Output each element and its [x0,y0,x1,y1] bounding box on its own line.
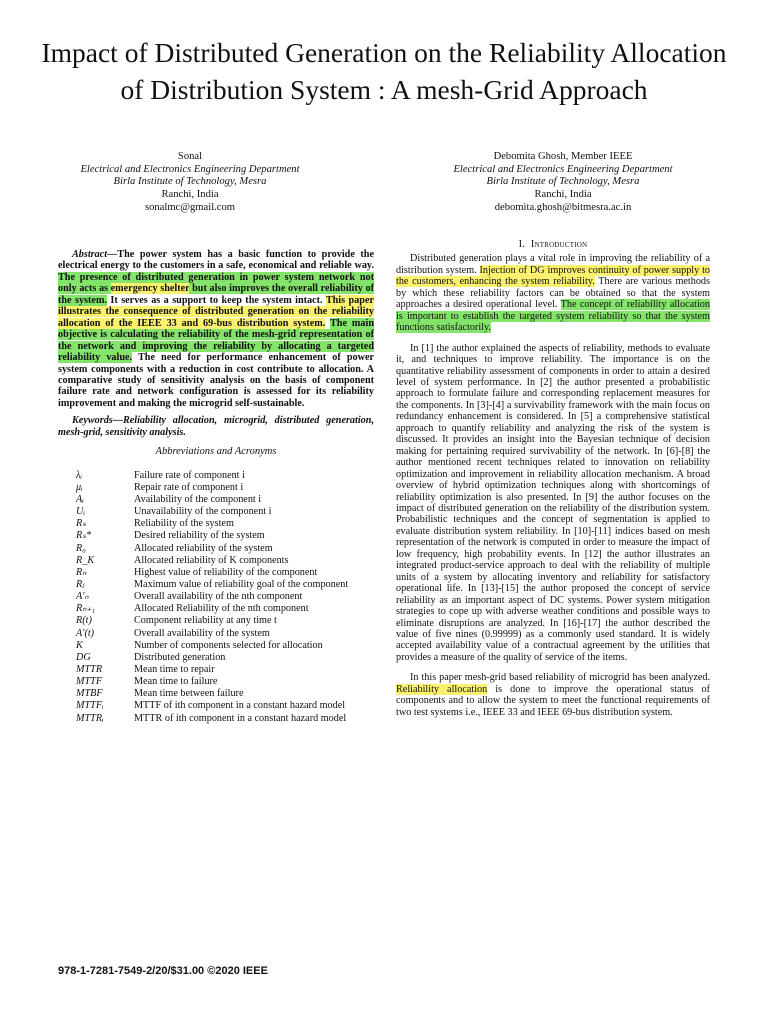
abbreviation-row [58,640,374,651]
abbreviation-symbol: μᵢ [76,481,83,493]
abbreviation-symbol: Rⱼ [76,578,85,590]
abbreviation-definition: Maximum value of reliability goal of the component [134,578,349,590]
abbreviation-row [58,470,374,481]
abbreviation-symbol: K [76,639,83,651]
abbreviation-row [58,494,374,505]
abbreviation-symbol: R₀ [76,542,86,554]
highlight-green: The presence of distributed generation in power system network not only acts as [58,271,374,295]
abbreviation-symbol: Uᵢ [76,506,85,518]
paper-title: Impact of Distributed Generation on the Reliability Allocation of Distribution System : A mesh-Grid Approach [41,37,727,105]
keywords [58,415,374,438]
abbreviation-symbol: R(t) [76,615,92,627]
abbreviation-definition: Availability of the component i [134,493,262,505]
abbreviation-definition: Overall availability of the system [134,627,270,639]
highlight-green: The main objective is calculating the reliability of the mesh-grid representation of the network and improving the reliability by allocating a targeted reliability value. [58,317,375,364]
keywords-text: Reliability allocation, microgrid, distributed generation, mesh-grid, sensitivity analysis. [58,415,374,438]
highlight-green: but also improves the overall reliability of the system. [58,283,374,306]
abbreviation-row [58,579,374,590]
author-inst: Birla Institute of Technology, Mesra [486,176,640,188]
paragraph-text: In this paper mesh-grid based reliability of microgrid has been analyzed. [410,672,710,684]
abbreviation-definition: Desired reliability of the system [134,530,265,542]
abbreviation-definition: MTTF of ith component in a constant hazard model [134,700,346,712]
abbreviation-row [58,603,374,614]
paragraph-text: There are various methods by which these reliability factors can be obtained so that the system approaches a desired operational level. [396,276,710,311]
intro-paragraph-1 [396,253,710,333]
abbreviation-row [58,518,374,529]
intro-paragraph-3 [396,672,710,718]
abbreviation-definition: Highest value of reliability of the component [134,566,318,578]
abbreviation-row [58,567,374,578]
abbreviation-symbol: MTTRᵢ [76,712,104,724]
abbreviation-definition: Number of components selected for allocation [134,639,323,651]
abbreviation-row [58,713,374,724]
abbreviations-title: Abbreviations and Acronyms [155,446,277,458]
abbreviation-definition: Mean time to repair [134,663,215,675]
abbreviation-symbol: A′ₙ [76,591,89,603]
author-dept: Electrical and Electronics Engineering Department [80,163,300,175]
abstract-text: —The power system has a basic function to provide the electrical energy to the customers in a safe, economical and reliable way. [58,249,374,272]
highlight-yellow: Injection of DG improves continuity of power supply to the customers, enhancing the system reliability. [396,264,710,288]
section-number: I. [518,239,526,250]
intro-paragraph-2: In [1] the author explained the aspects of reliability, methods to evaluate it, and techniques to improve reliability. The importance is on the quantitative reliability assessment of components in order to attain a desired level of system performance. In [2] the author presented a probabilistic approach to formulate failure and corresponding replacement measures for the components. In [3]-[4] a survivability framework with the main focus on redundancy enhancement is considered. In [5] a comprehensive statistical approach to quantify reliability and analyzing the risk of the system is discussed. It provides an insight into the Bayesian technique of decision making for pertaining required survivability of the network. In [6]-[8] the author mentioned recent techniques related to innovation on reliability optimization and improvement in reliability allocation mechanism. A broad overview of hybrid optimization techniques along with shortcomings of reliability optimization is also presented. In [9] the author focuses on the impact of distributed generation on the reliability of the distribution system. Probabilistic techniques and the concept of segmentation is applied to evaluate distribution system reliability. In [10]-[11] indices based on mesh representation of the network is computed in order to measure the impact of low frequency, high probability events. In [12] the author illustrates an integrated product-service approach to deal with the reliability of multiple units of a system by allocating inventory and reliability for satisfactory operational life. In [13]-[15] the author proposed the concept of service reliability as an important aspect of DC systems. Power system mitigation strategies to cope up with adverse weather conditions and possible ways to eliminate disruptions are analyzed. In [16]-[17] the author described the value of five nines (0.99999) as a commonly used standard. It is widely accepted availability value of a contractual agreement by the utilities that provides a measure of the quality of service of the items. [396,342,710,663]
abbreviation-symbol: DG [76,651,91,663]
author-name: Sonal [177,151,203,162]
abbreviation-row [58,482,374,493]
abbreviation-row [58,628,374,639]
abbreviation-definition: Overall availability of the nth component [134,591,303,603]
author-block-1 [40,151,340,215]
paragraph-text: Distributed generation plays a vital role in improving the reliability of a distribution system. [396,253,710,276]
abbreviation-row [58,688,374,699]
abbreviation-row [58,506,374,517]
author-loc: Ranchi, India [534,189,592,201]
abbreviation-definition: Repair rate of component i [134,481,244,493]
abbreviation-definition: MTTR of ith component in a constant hazard model [134,712,347,724]
author-loc: Ranchi, India [161,189,219,201]
author-dept: Electrical and Electronics Engineering Department [453,163,673,175]
abbreviation-definition: Allocated reliability of K components [134,554,289,566]
keywords-label: Keywords— [72,415,123,427]
paragraph-text: is done to improve the operational status of components and to allow the system to meet the functional requirements of two test systems i.e., IEEE 33 and IEEE 69-bus distribution system. [396,683,710,718]
abbreviation-definition: Reliability of the system [134,518,234,530]
abbreviation-definition: Mean time between failure [134,688,244,700]
author-name: Debomita Ghosh, Member IEEE [493,151,633,162]
abstract-label: Abstract [72,249,108,260]
abbreviation-row [58,555,374,566]
abstract-text: The need for performance enhancement of power system components with a reduction in cost contribute to allocation. A comparative study of sensitivity analysis on the basis of component failure rate and network configuration is assessed for its reliability improvement and making the microgrid self-sustainable. [58,352,374,409]
abbreviation-symbol: Rₛ [76,518,87,530]
abbreviation-row [58,615,374,626]
abbreviation-symbol: MTBF [76,688,103,700]
abbreviation-row [58,530,374,541]
abbreviation-symbol: MTTF [76,676,103,688]
abbreviation-symbol: Rₛ* [76,530,92,542]
author-inst: Birla Institute of Technology, Mesra [113,176,267,188]
right-column [396,239,710,718]
left-column [58,249,374,725]
abbreviation-symbol: R_K [76,554,95,566]
abbreviation-symbol: MTTFᵢ [76,700,104,712]
author-email: sonalmc@gmail.com [144,201,236,213]
author-block-2 [413,151,713,215]
abstract [58,249,374,409]
abbreviation-row [58,676,374,687]
abbreviation-symbol: MTTR [76,663,103,675]
highlight-green: The concept of reliability allocation is important to establish the targeted system reliability so that the system functions satisfactorily. [396,299,710,334]
abbreviation-definition: Allocated Reliability of the nth component [134,603,309,615]
abbreviation-definition: Unavailability of the component i [134,506,272,518]
author-email: debomita.ghosh@bitmesra.ac.in [494,201,632,213]
abbreviation-symbol: Aᵢ [76,493,84,505]
abstract-text: It serves as a support to keep the system intact. [106,294,326,306]
abbreviation-row [58,543,374,554]
highlight-yellow: Reliability allocation [396,683,488,695]
highlight-yellow: emergency shelter [110,283,190,295]
section-title: Introduction [530,239,588,250]
abbreviation-symbol: Rₙ₊₁ [76,603,96,615]
abbreviation-symbol: λᵢ [76,469,83,481]
abbreviation-definition: Failure rate of component i [134,469,245,481]
abbreviation-definition: Allocated reliability of the system [134,542,273,554]
abbreviation-row [58,664,374,675]
abbreviation-symbol: Rₙ [76,566,87,578]
highlight-yellow: This paper illustrates the consequence of distributed generation on the reliability allocation of the IEEE 33 and 69-bus distribution system. [58,294,374,329]
section-heading [396,239,710,250]
abbreviations-list [58,470,374,724]
abbreviation-symbol: A′(t) [76,627,95,639]
copyright-footer: 978-1-7281-7549-2/20/$31.00 ©2020 IEEE [58,965,268,977]
abbreviation-row [58,591,374,602]
abbreviation-definition: Distributed generation [134,651,226,663]
abbreviation-definition: Component reliability at any time t [134,615,277,627]
abbreviation-row [58,652,374,663]
abbreviation-definition: Mean time to failure [134,676,218,688]
abbreviation-row [58,700,374,711]
